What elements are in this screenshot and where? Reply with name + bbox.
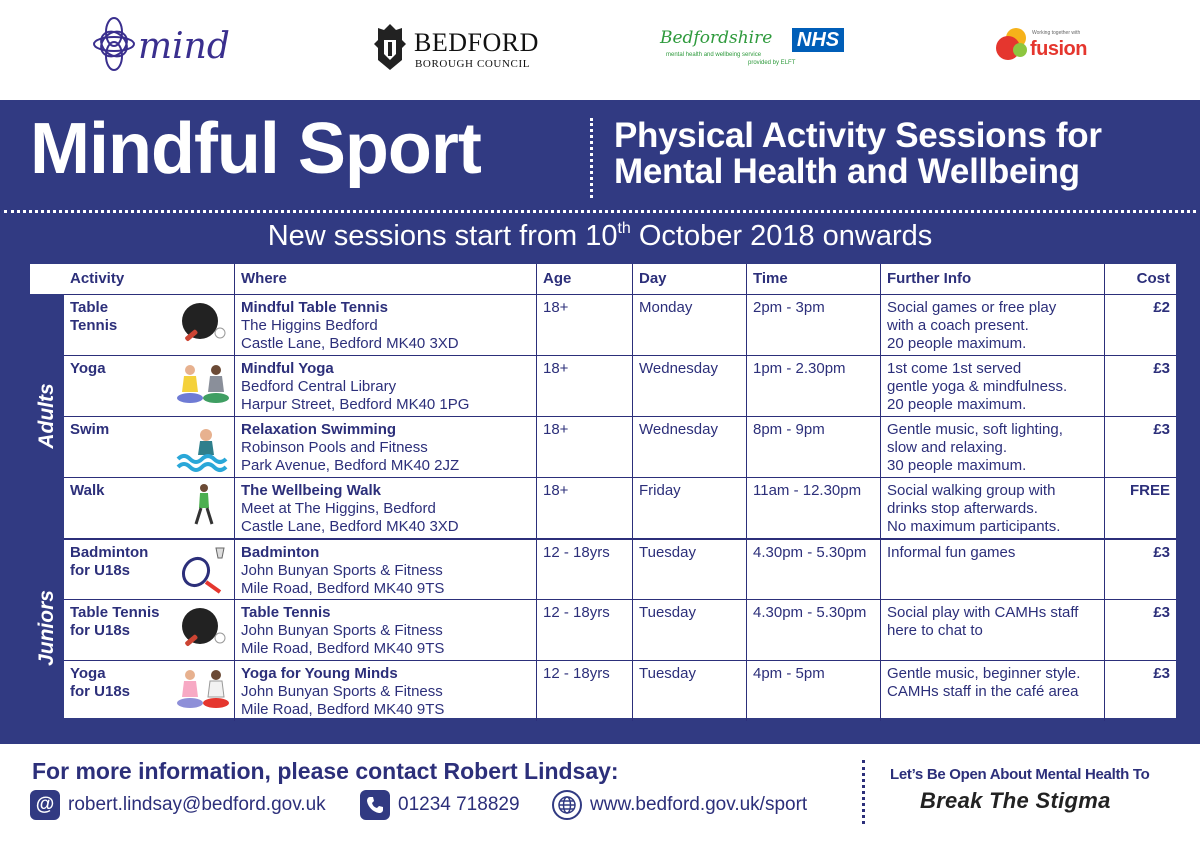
venue-session-name: Table Tennis — [241, 604, 331, 621]
subtitle-line-2: Mental Health and Wellbeing — [614, 152, 1080, 191]
venue-name: John Bunyan Sports & Fitness — [241, 622, 443, 639]
day-cell — [632, 295, 746, 355]
where-cell — [234, 478, 536, 538]
yoga-icon — [176, 665, 232, 717]
main-panel — [0, 100, 1200, 744]
age-cell — [536, 661, 632, 721]
venue-address: Park Avenue, Bedford MK40 2JZ — [241, 457, 460, 474]
where-cell — [234, 540, 536, 600]
cost-cell — [1104, 600, 1176, 660]
globe-icon — [552, 790, 582, 820]
sessions-text-sup: th — [617, 220, 631, 237]
venue-address: Castle Lane, Bedford MK40 3XD — [241, 518, 459, 535]
header-age: Age — [536, 264, 632, 294]
info-cell — [880, 478, 1104, 538]
info-line-1: Gentle music, beginner style. — [887, 665, 1081, 682]
venue-address: Harpur Street, Bedford MK40 1PG — [241, 396, 470, 413]
phone-link[interactable]: 01234 718829 — [398, 794, 520, 815]
info-line-2: drinks stop afterwards. — [887, 500, 1038, 517]
contact-heading: For more information, please contact Robert Lindsay: — [32, 758, 619, 784]
email-icon: @ — [30, 790, 60, 820]
info-line-1: Informal fun games — [887, 544, 1016, 561]
time-value: 1pm - 2.30pm — [753, 360, 846, 377]
email-contact[interactable] — [30, 788, 326, 822]
fusion-logo[interactable] — [994, 24, 1094, 74]
day-value: Wednesday — [639, 360, 718, 377]
activity-name: Yoga — [70, 665, 106, 682]
venue-session-name: Relaxation Swimming — [241, 421, 397, 438]
activity-illustration — [176, 421, 232, 473]
borough-council-text: BOROUGH COUNCIL — [415, 58, 531, 70]
info-line-2: here to chat to — [887, 622, 983, 639]
bedford-council-logo[interactable] — [372, 22, 542, 78]
info-line-3: 20 people maximum. — [887, 396, 1027, 413]
footer-divider — [862, 760, 865, 824]
activity-name: Walk — [70, 482, 105, 499]
mind-knot-icon — [92, 16, 142, 78]
activity-illustration — [176, 360, 232, 412]
where-cell — [234, 417, 536, 477]
activity-illustration — [176, 544, 232, 596]
fusion-tagline: Working together with — [1032, 30, 1081, 36]
walk-icon — [176, 482, 232, 534]
sessions-start-banner — [0, 220, 1200, 253]
venue-name: The Higgins Bedford — [241, 317, 378, 334]
age-cell — [536, 478, 632, 538]
break-the-stigma-logo: Break The Stigma — [920, 788, 1111, 813]
where-cell — [234, 356, 536, 416]
header-time: Time — [746, 264, 880, 294]
sessions-text-post: October 2018 onwards — [630, 220, 933, 252]
age-cell — [536, 600, 632, 660]
logo-bar — [0, 0, 1200, 100]
age-cell — [536, 295, 632, 355]
page-title: Mindful Sport — [30, 109, 481, 189]
phone-icon — [360, 790, 390, 820]
info-cell — [880, 540, 1104, 600]
fusion-wordmark: fusion — [1030, 38, 1087, 60]
table-row-2 — [64, 355, 1176, 416]
time-value: 11am - 12.30pm — [753, 482, 862, 499]
day-cell — [632, 417, 746, 477]
day-value: Monday — [639, 299, 693, 316]
info-cell — [880, 600, 1104, 660]
age-value: 12 - 18yrs — [543, 604, 610, 621]
info-line-3: No maximum participants. — [887, 518, 1061, 535]
info-cell — [880, 295, 1104, 355]
title-divider — [590, 118, 593, 198]
info-line-1: Social walking group with — [887, 482, 1056, 499]
venue-address: Mile Road, Bedford MK40 9TS — [241, 640, 445, 657]
header-further-info: Further Info — [880, 264, 1104, 294]
age-value: 18+ — [543, 299, 569, 316]
time-cell — [746, 295, 880, 355]
sessions-text-pre: New sessions start from 10 — [267, 220, 618, 252]
cost-value: £3 — [1153, 544, 1170, 561]
age-cell — [536, 540, 632, 600]
cost-value: £3 — [1153, 665, 1170, 682]
cost-value: £3 — [1153, 421, 1170, 438]
table-tennis-icon — [176, 299, 232, 351]
activity-name: Swim — [70, 421, 110, 438]
phone-handset-icon — [366, 796, 384, 814]
badminton-icon — [176, 544, 232, 596]
juniors-group-label — [30, 538, 64, 718]
day-cell — [632, 540, 746, 600]
table-row-6 — [64, 599, 1176, 660]
where-cell — [234, 295, 536, 355]
venue-name: Bedford Central Library — [241, 378, 397, 395]
time-value: 2pm - 3pm — [753, 299, 825, 316]
activity-illustration — [176, 299, 232, 351]
day-cell — [632, 600, 746, 660]
time-cell — [746, 661, 880, 721]
day-cell — [632, 661, 746, 721]
day-cell — [632, 356, 746, 416]
venue-address: Mile Road, Bedford MK40 9TS — [241, 580, 445, 597]
cost-cell — [1104, 540, 1176, 600]
yoga-icon — [176, 360, 232, 412]
nhs-logo[interactable] — [660, 22, 850, 82]
cost-cell — [1104, 478, 1176, 538]
info-line-3: 30 people maximum. — [887, 457, 1027, 474]
venue-name: Robinson Pools and Fitness — [241, 439, 428, 456]
adults-label: Adults — [35, 383, 58, 449]
nhs-provider: provided by ELFT — [748, 60, 796, 66]
time-value: 4.30pm - 5.30pm — [753, 544, 867, 561]
table-row-4 — [64, 477, 1176, 538]
time-cell — [746, 600, 880, 660]
age-value: 18+ — [543, 482, 569, 499]
time-value: 4.30pm - 5.30pm — [753, 604, 867, 621]
activity-illustration — [176, 665, 232, 717]
cost-cell — [1104, 356, 1176, 416]
info-cell — [880, 417, 1104, 477]
nhs-subtitle: mental health and wellbeing service — [666, 52, 762, 58]
venue-name: Meet at The Higgins, Bedford — [241, 500, 436, 517]
activity-illustration — [176, 482, 232, 534]
day-value: Tuesday — [639, 665, 696, 682]
time-cell — [746, 417, 880, 477]
info-line-3: 20 people maximum. — [887, 335, 1027, 352]
cost-cell — [1104, 417, 1176, 477]
cost-value: £2 — [1153, 299, 1170, 316]
info-line-2: slow and relaxing. — [887, 439, 1008, 456]
phone-contact[interactable] — [360, 788, 520, 822]
stigma-tagline: Let’s Be Open About Mental Health To — [890, 766, 1150, 783]
age-cell — [536, 417, 632, 477]
day-value: Friday — [639, 482, 681, 499]
venue-session-name: The Wellbeing Walk — [241, 482, 382, 499]
day-value: Wednesday — [639, 421, 718, 438]
table-tennis-icon — [176, 604, 232, 656]
age-value: 18+ — [543, 360, 569, 377]
nhs-badge: NHS — [792, 28, 844, 52]
table-row-1 — [64, 294, 1176, 355]
info-line-2: with a coach present. — [887, 317, 1029, 334]
venue-name: John Bunyan Sports & Fitness — [241, 562, 443, 579]
venue-address: Mile Road, Bedford MK40 9TS — [241, 701, 445, 718]
activity-name: Table Tennis — [70, 604, 160, 621]
activity-illustration — [176, 604, 232, 656]
header-divider — [4, 210, 1196, 213]
juniors-label: Juniors — [35, 590, 58, 666]
website-contact[interactable] — [552, 788, 807, 822]
day-value: Tuesday — [639, 544, 696, 561]
age-value: 12 - 18yrs — [543, 544, 610, 561]
info-line-2: gentle yoga & mindfulness. — [887, 378, 1068, 395]
venue-session-name: Mindful Yoga — [241, 360, 334, 377]
venue-address: Castle Lane, Bedford MK40 3XD — [241, 335, 459, 352]
mind-wordmark: mind — [138, 26, 230, 67]
cost-cell — [1104, 295, 1176, 355]
subtitle-line-1: Physical Activity Sessions for — [614, 116, 1102, 155]
time-value: 8pm - 9pm — [753, 421, 825, 438]
page-subtitle — [614, 118, 1102, 190]
day-cell — [632, 478, 746, 538]
header-day: Day — [632, 264, 746, 294]
header-where: Where — [234, 264, 536, 294]
info-line-1: Gentle music, soft lighting, — [887, 421, 1063, 438]
header-cost: Cost — [1104, 264, 1176, 294]
venue-session-name: Yoga for Young Minds — [241, 665, 398, 682]
globe-lines-icon — [557, 795, 577, 815]
crest-icon — [372, 22, 408, 72]
info-cell — [880, 661, 1104, 721]
fusion-circles-icon — [994, 24, 1034, 64]
activity-name: Badminton — [70, 544, 149, 561]
info-line-1: Social games or free play — [887, 299, 1057, 316]
venue-session-name: Mindful Table Tennis — [241, 299, 388, 316]
activity-name: Table — [70, 299, 109, 316]
venue-name: John Bunyan Sports & Fitness — [241, 683, 443, 700]
table-row-3 — [64, 416, 1176, 477]
cost-cell — [1104, 661, 1176, 721]
where-cell — [234, 600, 536, 660]
schedule-table — [30, 264, 1176, 718]
email-link[interactable]: robert.lindsay@bedford.gov.uk — [68, 794, 326, 815]
info-line-1: 1st come 1st served — [887, 360, 1022, 377]
time-cell — [746, 356, 880, 416]
adults-group-label — [30, 294, 64, 538]
activity-name-2: for U18s — [70, 683, 131, 700]
activity-name-2: for U18s — [70, 562, 131, 579]
cost-value: £3 — [1153, 604, 1170, 621]
info-line-1: Social play with CAMHs staff — [887, 604, 1079, 621]
info-cell — [880, 356, 1104, 416]
bedfordshire-script: Bedfordshire — [660, 28, 773, 48]
age-cell — [536, 356, 632, 416]
cost-value: £3 — [1153, 360, 1170, 377]
age-value: 12 - 18yrs — [543, 665, 610, 682]
time-cell — [746, 478, 880, 538]
time-value: 4pm - 5pm — [753, 665, 825, 682]
activity-name-2: for U18s — [70, 622, 131, 639]
header-activity: Activity — [70, 270, 125, 287]
age-value: 18+ — [543, 421, 569, 438]
table-row-5 — [64, 538, 1176, 599]
swim-icon — [176, 421, 232, 473]
day-value: Tuesday — [639, 604, 696, 621]
table-header — [30, 264, 1176, 294]
activity-name: Yoga — [70, 360, 106, 377]
info-line-2: CAMHs staff in the café area — [887, 683, 1079, 700]
website-link[interactable]: www.bedford.gov.uk/sport — [590, 794, 808, 815]
venue-session-name: Badminton — [241, 544, 320, 561]
table-row-7 — [64, 660, 1176, 721]
time-cell — [746, 540, 880, 600]
cost-value: FREE — [1129, 482, 1170, 499]
where-cell — [234, 661, 536, 721]
mind-logo[interactable] — [92, 14, 232, 80]
bedford-wordmark: BEDFORD — [414, 28, 539, 57]
activity-name-2: Tennis — [70, 317, 118, 334]
